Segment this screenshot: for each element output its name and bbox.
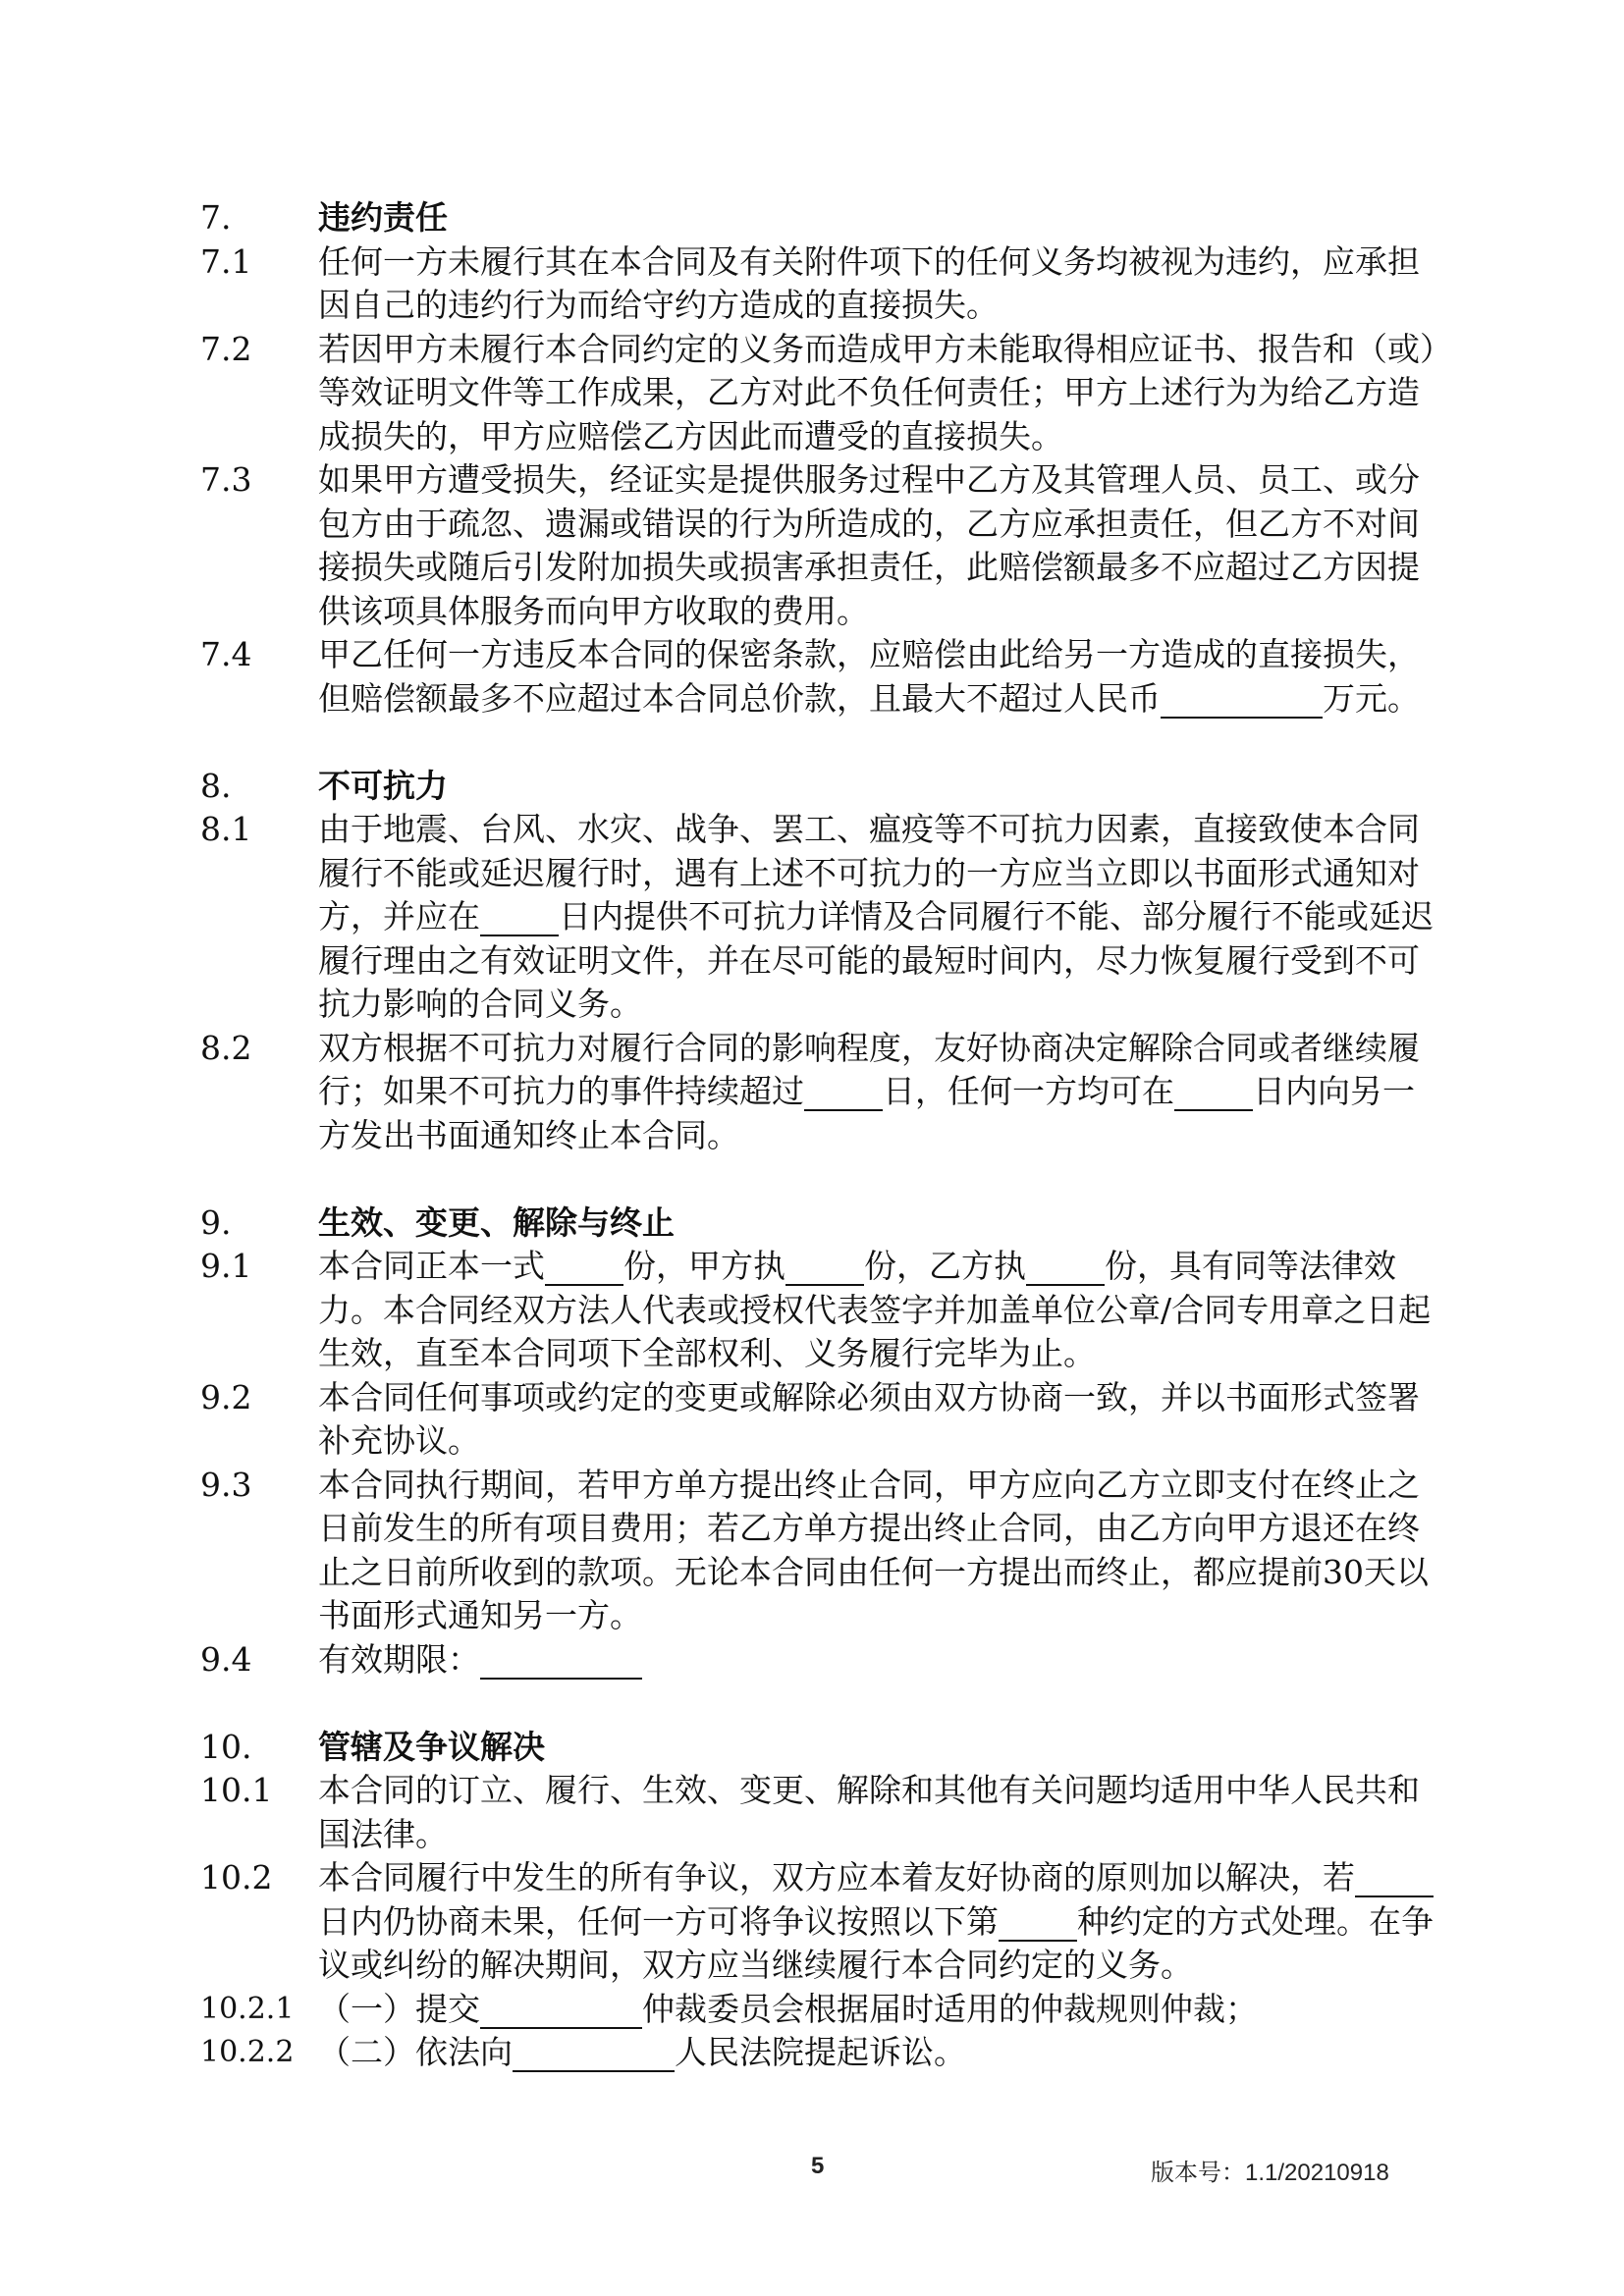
clause-9-2 (200, 1376, 1439, 1464)
clause-number: 10.2.2 (200, 2035, 295, 2069)
clause-text-part: 由于地震、台风、水灾、战争、罢工、瘟疫等不可抗力因素，直接致使本合同履行不能或延迟履行时，遇有上述不可抗力的一方应当立即以书面形式通知对方，并应在 (318, 810, 1420, 935)
clause-text-part: 份，乙方执 (864, 1247, 1026, 1285)
clause-text-part: 本合同履行中发生的所有争议，双方应本着友好协商的原则加以解决，若 (318, 1858, 1355, 1896)
clause-text-part: 万元。 (1323, 678, 1420, 718)
days-blank[interactable] (1174, 1072, 1253, 1111)
clause-text-part: 人民法院提起诉讼。 (675, 2033, 966, 2071)
copies-blank[interactable] (785, 1247, 864, 1286)
clause-7-3 (200, 458, 1439, 633)
days-blank[interactable] (480, 897, 559, 936)
clause-text: 本合同执行期间，若甲方单方提出终止合同，甲方应向乙方立即支付在终止之日前发生的所有项目费用；若乙方单方提出终止合同，由乙方向甲方退还在终止之日前所收到的款项。无论本合同由任何一方提出而终止，都应提前30天以书面形式通知另一方。 (318, 1465, 1429, 1634)
clause-9-1 (200, 1245, 1439, 1376)
section-10-heading (200, 1726, 1439, 1770)
section-9-heading (200, 1201, 1439, 1246)
clause-text-part: 甲乙任何一方违反本合同的保密条款，应赔偿由此给另一方造成的直接损失，但赔偿额最多不应超过本合同总价款，且最大不超过人民币 (318, 635, 1420, 718)
clause-text-part: 日，任何一方均可在 (883, 1072, 1174, 1110)
clause-text-part: 双方根据不可抗力对履行合同的影响程度，友好协商决定解除合同或者继续履行；如果不可抗力的事件持续超过 (318, 1028, 1420, 1110)
clause-text: 任何一方未履行其在本合同及有关附件项下的任何义务均被视为违约，应承担因自己的违约行为而给守约方造成的直接损失。 (318, 241, 1420, 324)
clause-text-part: 有效期限： (318, 1639, 480, 1679)
clause-number: 10.2 (200, 1858, 273, 1896)
clause-9-3 (200, 1464, 1439, 1638)
section-title: 生效、变更、解除与终止 (318, 1202, 675, 1242)
clause-text-part: （二）依法向 (318, 2033, 513, 2071)
clause-10-1 (200, 1769, 1439, 1856)
clause-8-1 (200, 808, 1439, 1027)
arbitration-commission-blank[interactable] (480, 1990, 642, 2029)
clause-text: 若因甲方未履行本合同约定的义务而造成甲方未能取得相应证书、报告和（或）等效证明文件等工作成果，乙方对此不负任何责任；甲方上述行为为给乙方造成损失的，甲方应赔偿乙方因此而遭受的直接损失。 (318, 329, 1436, 455)
clause-10-2 (200, 1856, 1439, 1988)
section-7-heading (200, 196, 1439, 240)
clause-text-part: 日内仍协商未果，任何一方可将争议按照以下第 (318, 1901, 999, 1941)
clause-number: 9.1 (200, 1247, 252, 1285)
clause-text (318, 1638, 1439, 1682)
clause-9-4 (200, 1638, 1439, 1682)
days-blank[interactable] (1355, 1858, 1434, 1897)
section-title: 不可抗力 (318, 766, 448, 805)
section-8-heading (200, 765, 1439, 809)
clause-text (318, 1856, 1439, 1988)
clause-number: 10.2.1 (200, 1991, 295, 2026)
copies-blank[interactable] (1026, 1247, 1105, 1286)
clause-number: 7.2 (200, 329, 252, 368)
clause-text (318, 1027, 1439, 1158)
clause-number: 8.1 (200, 810, 252, 848)
clause-7-2 (200, 328, 1439, 459)
clause-text-part: 种约定的方式处理。在争议或纠纷的解决期间，双方应当继续履行本合同约定的义务。 (318, 1901, 1434, 1984)
validity-period-blank[interactable] (480, 1640, 642, 1680)
clause-number: 9.2 (200, 1377, 252, 1416)
clause-number: 8.2 (200, 1028, 252, 1067)
clause-text (318, 633, 1439, 721)
section-number: 8. (200, 766, 232, 805)
contract-body (200, 196, 1439, 2075)
clause-number: 7.1 (200, 241, 252, 281)
clause-number: 9.3 (200, 1465, 252, 1504)
section-number: 10. (200, 1727, 252, 1766)
clause-text: 本合同的订立、履行、生效、变更、解除和其他有关问题均适用中华人民共和国法律。 (318, 1771, 1420, 1853)
clause-7-1 (200, 240, 1439, 328)
clause-number: 10.1 (200, 1771, 273, 1809)
clause-text-part: （一）提交 (318, 1989, 480, 2028)
clause-text-part: 日内向另一方发出书面通知终止本合同。 (318, 1072, 1415, 1154)
clause-text-part: 份，甲方执 (623, 1247, 785, 1285)
clause-10-2-1 (200, 1988, 1439, 2032)
clause-number: 7.4 (200, 635, 252, 673)
days-blank[interactable] (804, 1072, 883, 1111)
section-title: 管辖及争议解决 (318, 1727, 545, 1766)
clause-7-4 (200, 633, 1439, 721)
clause-text (318, 2031, 1439, 2075)
page-number: 5 (811, 2153, 825, 2179)
clause-text (318, 808, 1439, 1027)
version-label: 版本号：1.1/20210918 (1151, 2160, 1389, 2186)
section-number: 9. (200, 1202, 232, 1242)
copies-blank[interactable] (545, 1247, 623, 1286)
court-name-blank[interactable] (513, 2033, 675, 2072)
clause-text (318, 1245, 1439, 1376)
clause-text (318, 1988, 1439, 2032)
section-number: 7. (200, 198, 232, 237)
clause-number: 7.3 (200, 460, 252, 499)
section-title: 违约责任 (318, 198, 448, 237)
option-number-blank[interactable] (999, 1902, 1077, 1942)
clause-text-part: 份，具有同等法律效力。本合同经双方法人代表或授权代表签字并加盖单位公章/合同专用章之日起生效，直至本合同项下全部权利、义务履行完毕为止。 (318, 1247, 1432, 1372)
clause-10-2-2 (200, 2031, 1439, 2075)
clause-text-part: 仲裁委员会根据届时适用的仲裁规则仲裁； (642, 1989, 1258, 2028)
amount-blank[interactable] (1161, 679, 1323, 719)
clause-text-part: 日内提供不可抗力详情及合同履行不能、部分履行不能或延迟履行理由之有效证明文件，并在尽可能的最短时间内，尽力恢复履行受到不可抗力影响的合同义务。 (318, 897, 1434, 1023)
clause-text: 本合同任何事项或约定的变更或解除必须由双方协商一致，并以书面形式签署补充协议。 (318, 1377, 1420, 1460)
clause-text-part: 本合同正本一式 (318, 1247, 545, 1285)
clause-number: 9.4 (200, 1639, 252, 1679)
clause-text: 如果甲方遭受损失，经证实是提供服务过程中乙方及其管理人员、员工、或分包方由于疏忽、遗漏或错误的行为所造成的，乙方应承担责任，但乙方不对间接损失或随后引发附加损失或损害承担责任，此赔偿额最多不应超过乙方因提供该项具体服务而向甲方收取的费用。 (318, 460, 1420, 630)
clause-8-2 (200, 1027, 1439, 1158)
